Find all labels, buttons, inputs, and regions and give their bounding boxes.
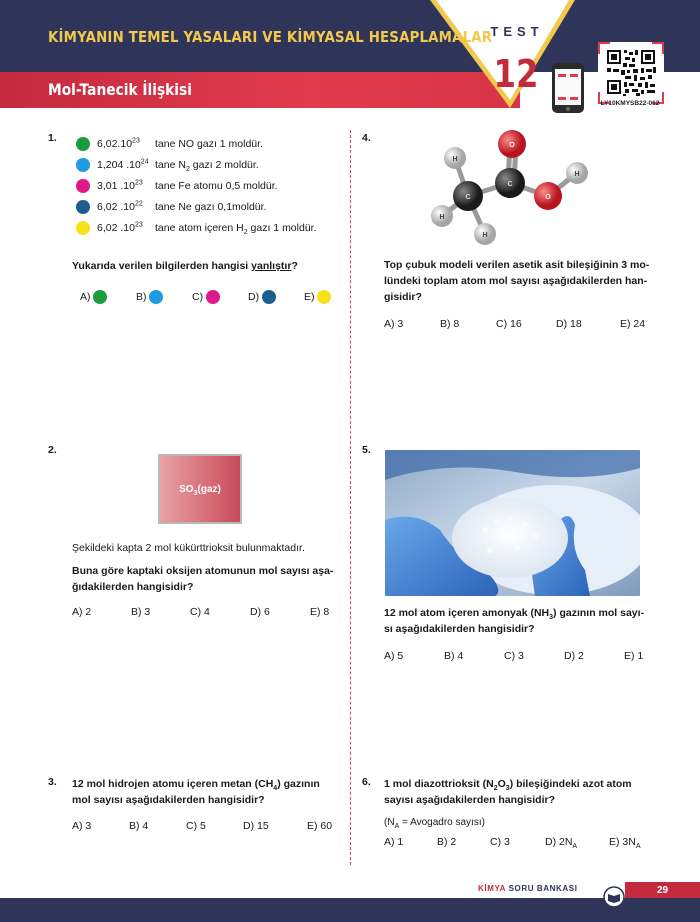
q4-stem: Top çubuk modeli verilen asetik asit bileşiğinin 3 mo- lündeki toplam atom mol sayısı aşağıdakilerden han- gisidir?	[384, 259, 650, 303]
q2-choice-d[interactable]: D) 6	[250, 606, 270, 618]
atom-label-c: C	[507, 181, 513, 188]
q5-choices	[384, 650, 643, 662]
atom-label-c: C	[465, 194, 471, 201]
q2-choice-e[interactable]: E) 8	[310, 606, 330, 618]
q5-choice-d[interactable]: D) 2	[564, 650, 584, 662]
q2-choices	[72, 606, 329, 618]
phone-icon	[551, 62, 585, 114]
q5-number: 5.	[362, 444, 371, 456]
q6-number: 6.	[362, 776, 371, 788]
q1-choice-e[interactable]: E)	[304, 290, 331, 304]
q5-choice-a[interactable]: A) 5	[384, 650, 404, 662]
q1-stem: Yukarıda verilen bilgilerden hangisi yanlıştır?	[72, 260, 298, 272]
q3-choice-d[interactable]: D) 15	[243, 820, 269, 832]
so3-container: $SO_3(gaz)$	[158, 454, 242, 524]
ammonia-fertilizer-photo	[385, 450, 640, 596]
q4-choice-e[interactable]: E) 24	[620, 318, 646, 330]
q5-choice-c[interactable]: C) 3	[504, 650, 524, 662]
q2-text: Şekildeki kapta 2 mol kükürttrioksit bulunmaktadır.	[72, 542, 305, 554]
q4-choice-c[interactable]: C) 16	[496, 318, 522, 330]
q1-number: 1.	[48, 132, 57, 144]
book-title: KİMYANIN TEMEL YASALARI VE KİMYASAL HESAPLAMALAR	[48, 28, 493, 46]
q3-choice-b[interactable]: B) 4	[129, 820, 149, 832]
atom-label-h: H	[482, 232, 488, 239]
column-divider	[350, 130, 351, 865]
teal-dot-icon	[76, 200, 90, 214]
q1-statement-1: 6,02.10$^{23}$ tane NO gazı 1 moldür.	[76, 137, 263, 151]
q2-number: 2.	[48, 444, 57, 456]
q6-choices	[384, 836, 641, 851]
q5-choice-e[interactable]: E) 1	[624, 650, 644, 662]
test-number: 12	[493, 52, 539, 96]
q4-number: 4.	[362, 132, 371, 144]
cyan-dot-icon	[149, 290, 163, 304]
q1-statement-4: 6,02 $.10^{22}$ tane Ne gazı 0,1moldür.	[76, 200, 267, 214]
q3-choice-c[interactable]: C) 5	[186, 820, 206, 832]
green-dot-icon	[76, 137, 90, 151]
q6-choice-e[interactable]: E) $3N_A$	[609, 836, 641, 851]
magenta-dot-icon	[206, 290, 220, 304]
yellow-dot-icon	[76, 221, 90, 235]
section-title: Mol-Tanecik İlişkisi	[48, 80, 192, 99]
q5-stem: 12 mol atom içeren amonyak $(NH_3)$ gazının mol sayı- sı aşağıdakilerden hangisidir?	[384, 607, 645, 635]
q1-choice-c[interactable]: C)	[192, 290, 248, 304]
acetic-acid-molecule	[430, 128, 600, 248]
qr-code-icon	[598, 42, 664, 104]
book-icon	[603, 886, 625, 908]
atom-label-h: H	[439, 214, 445, 221]
test-label: TEST	[490, 24, 544, 39]
q1-choices	[80, 290, 331, 304]
q2-choice-a[interactable]: A) 2	[72, 606, 92, 618]
atom-label-o: O	[509, 142, 515, 149]
teal-dot-icon	[262, 290, 276, 304]
q6-choice-c[interactable]: C) 3	[490, 836, 510, 848]
atom-label-h: H	[452, 156, 458, 163]
q2-stem: Buna göre kaptaki oksijen atomunun mol sayısı aşa- ğıdakilerden hangisidir?	[72, 565, 334, 593]
yellow-dot-icon	[317, 290, 331, 304]
q4-choice-b[interactable]: B) 8	[440, 318, 460, 330]
q6-choice-a[interactable]: A) 1	[384, 836, 404, 848]
test-badge-shape	[0, 0, 700, 120]
q2-choice-c[interactable]: C) 4	[190, 606, 210, 618]
q1-choice-d[interactable]: D)	[248, 290, 304, 304]
q3-choices	[72, 820, 332, 832]
q4-choices	[384, 318, 645, 330]
q3-choice-e[interactable]: E) 60	[307, 820, 333, 832]
q1-statement-3: 3,01 $.10^{23}$ tane Fe atomu 0,5 moldür.	[76, 179, 278, 193]
q6-stem: 1 mol diazottrioksit $(N_2O_3)$ bileşiğindeki azot atom sayısı aşağıdakilerden hangisidir?	[384, 778, 632, 806]
footer-bar	[0, 898, 700, 922]
q1-choice-a[interactable]: A)	[80, 290, 136, 304]
q5-choice-b[interactable]: B) 4	[444, 650, 464, 662]
green-dot-icon	[93, 290, 107, 304]
footer-brand: KİMYA SORU BANKASI	[478, 884, 578, 893]
q2-choice-b[interactable]: B) 3	[131, 606, 151, 618]
q3-stem: 12 mol hidrojen atomu içeren metan $(CH_4)$ gazının mol sayısı aşağıdakilerden hangisidir?	[72, 778, 320, 806]
page-number: 29	[625, 882, 700, 898]
q6-choice-b[interactable]: B) 2	[437, 836, 457, 848]
q6-note: ($N_A$ = Avogadro sayısı)	[384, 817, 485, 830]
q3-choice-a[interactable]: A) 3	[72, 820, 92, 832]
q4-choice-d[interactable]: D) 18	[556, 318, 582, 330]
atom-label-o: O	[545, 194, 551, 201]
cyan-dot-icon	[76, 158, 90, 172]
q1-statement-2: 1,204 $.10^{24}$ tane $N_2$ gazı 2 moldür.	[76, 158, 259, 172]
q1-choice-b[interactable]: B)	[136, 290, 192, 304]
magenta-dot-icon	[76, 179, 90, 193]
q1-statement-5: 6,02 $.10^{23}$ tane atom içeren $H_2$ gazı 1 moldür.	[76, 221, 317, 235]
atom-label-h: H	[574, 171, 580, 178]
qr-code-text: LY10KMYSB22-012	[600, 100, 660, 107]
q6-choice-d[interactable]: D) $2N_A$	[545, 836, 578, 851]
q3-number: 3.	[48, 776, 57, 788]
q4-choice-a[interactable]: A) 3	[384, 318, 404, 330]
